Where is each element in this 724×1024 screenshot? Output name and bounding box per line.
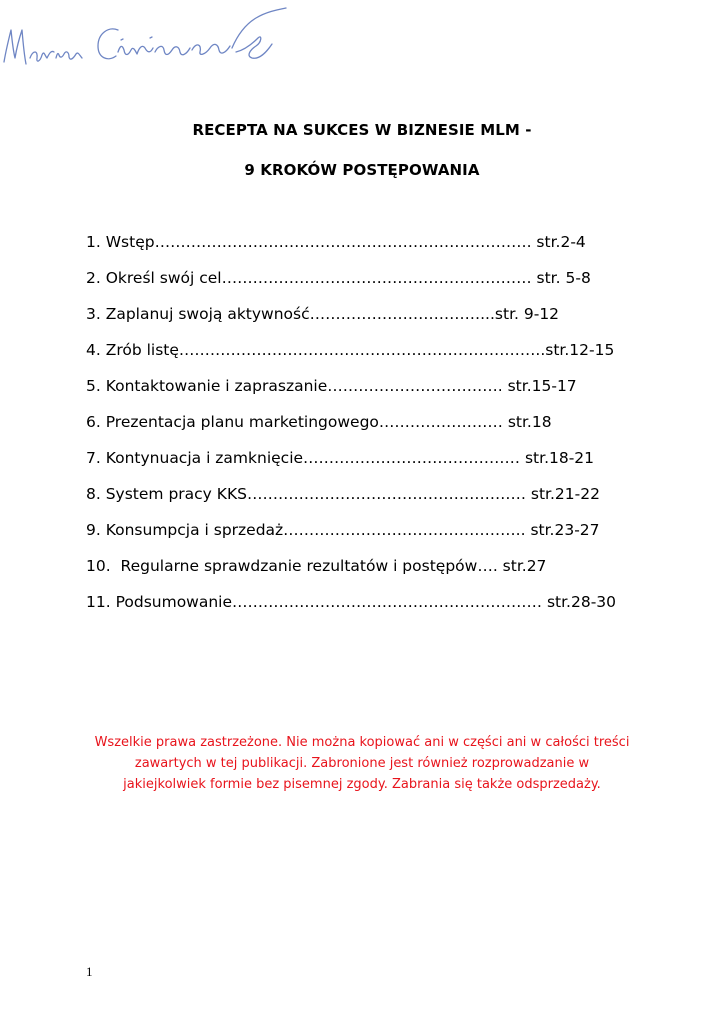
toc-item-text: 10. Regularne sprawdzanie rezultatów i postępów…. str.27 bbox=[86, 557, 547, 575]
toc-item-text: 9. Konsumpcja i sprzedaż……………………………………….. str.23-27 bbox=[86, 521, 600, 539]
toc-item-text: 1. Wstęp………………………………………………………………. str.2-4 bbox=[86, 233, 586, 251]
toc-item bbox=[86, 230, 646, 266]
toc-item bbox=[86, 266, 646, 302]
document-subtitle: 9 KROKÓW POSTĘPOWANIA bbox=[244, 161, 480, 179]
toc-item-text: 2. Określ swój cel…………………………………………………… str. 5-8 bbox=[86, 269, 591, 287]
copyright-notice-line: jakiejkolwiek formie bez pisemnej zgody. Zabrania się także odsprzedaży. bbox=[123, 777, 601, 792]
toc-item-text: 8. System pracy KKS……………………………………………… str.21-22 bbox=[86, 485, 600, 503]
copyright-notice-line: zawartych w tej publikacji. Zabronione jest również rozprowadzanie w bbox=[134, 756, 590, 771]
toc-item-text: 11. Podsumowanie…………………………………………………… str.28-30 bbox=[86, 593, 617, 611]
toc-item-text: 6. Prezentacja planu marketingowego…………………… str.18 bbox=[86, 413, 552, 431]
copyright-notice bbox=[60, 732, 664, 795]
toc-item bbox=[86, 482, 646, 518]
toc-item bbox=[86, 590, 646, 626]
toc-item bbox=[86, 518, 646, 554]
toc-item-text: 7. Kontynuacja i zamknięcie…………………………………… str.18-21 bbox=[86, 449, 595, 467]
page-number: 1 bbox=[86, 964, 93, 979]
toc-item-text: 5. Kontaktowanie i zapraszanie……………………………. str.15-17 bbox=[86, 377, 577, 395]
toc-item-text: 3. Zaplanuj swoją aktywność……………………………...str. 9-12 bbox=[86, 305, 560, 323]
handwritten-signature bbox=[0, 0, 300, 80]
toc-item bbox=[86, 302, 646, 338]
toc-item bbox=[86, 338, 646, 374]
toc-item bbox=[86, 554, 646, 590]
toc-item bbox=[86, 446, 646, 482]
toc-item bbox=[86, 410, 646, 446]
toc-item bbox=[86, 374, 646, 410]
toc-item-text: 4. Zrób listę……………………………………………………………..str.12-15 bbox=[86, 341, 615, 359]
document-title: RECEPTA NA SUKCES W BIZNESIE MLM - bbox=[192, 121, 532, 139]
table-of-contents bbox=[86, 230, 646, 626]
copyright-notice-line: Wszelkie prawa zastrzeżone. Nie można kopiować ani w części ani w całości treści bbox=[94, 735, 630, 750]
